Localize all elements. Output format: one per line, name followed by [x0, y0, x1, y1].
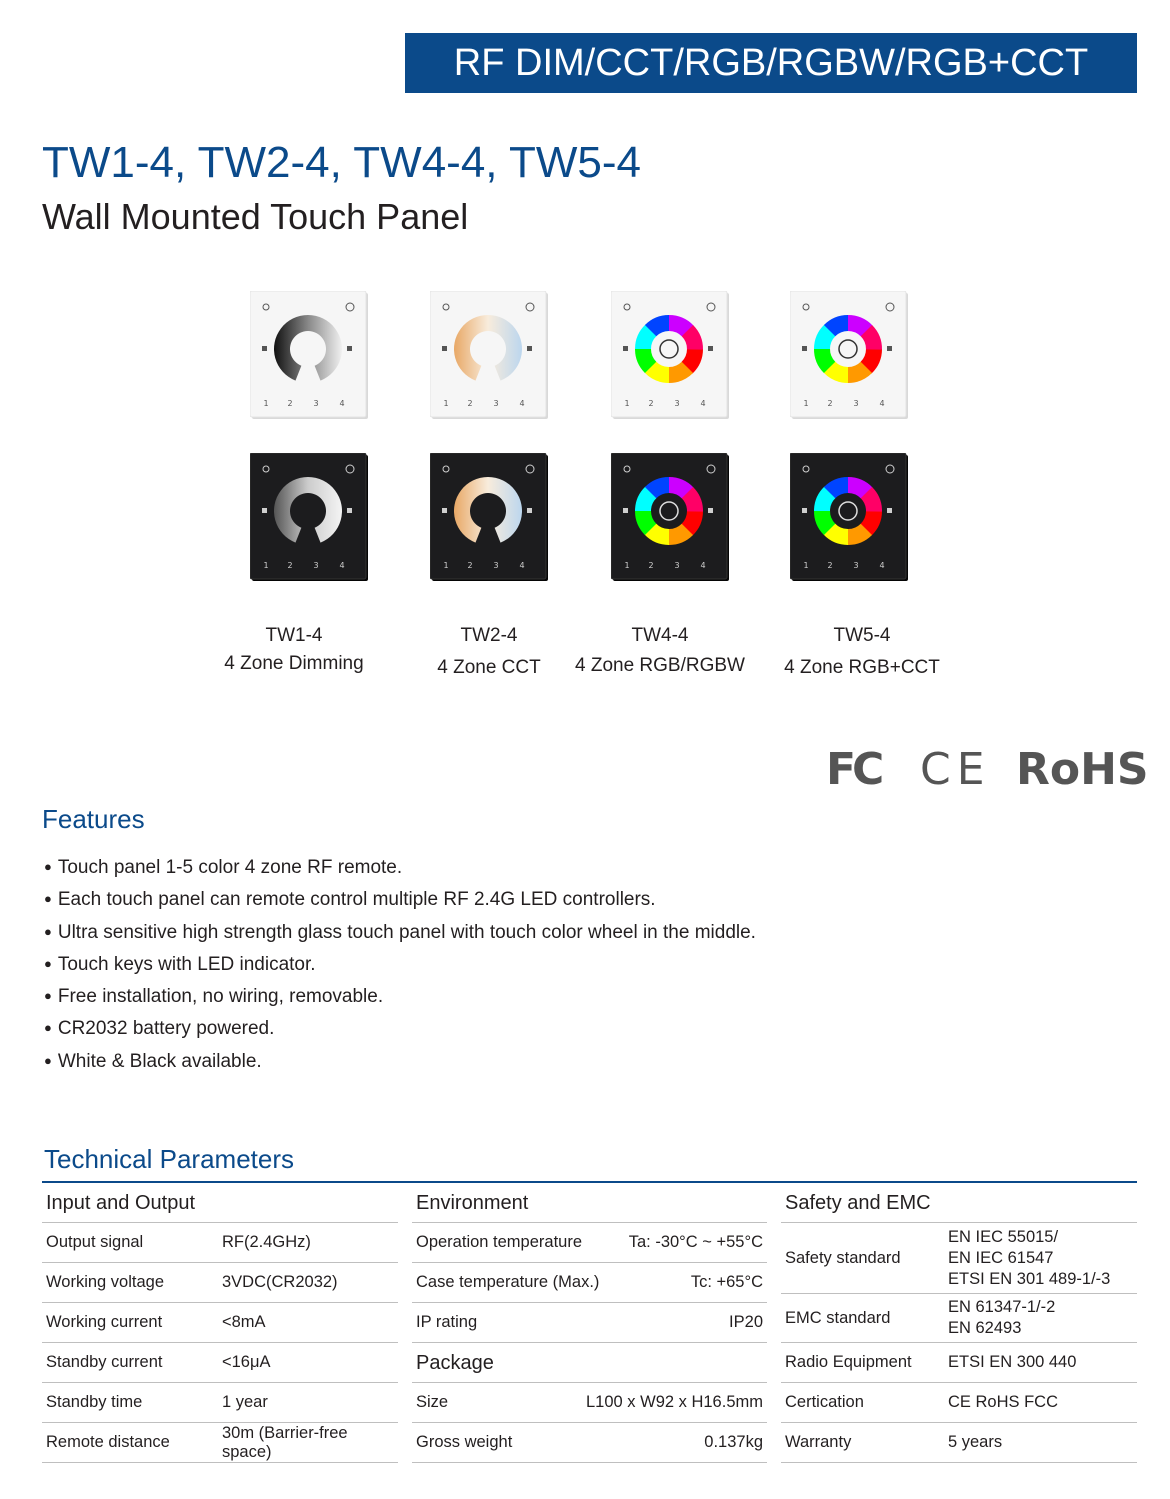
param-value: IP20 — [729, 1313, 763, 1331]
table-row — [42, 1383, 398, 1423]
zone-key-label: 4 — [339, 399, 345, 408]
table-row — [412, 1383, 767, 1423]
touch-panel-black-tw1-4 — [250, 453, 372, 585]
param-name: Size — [416, 1393, 449, 1411]
touch-panel-white-tw1-4 — [250, 291, 372, 423]
param-name: Certication — [785, 1393, 864, 1411]
zone-key-label: 4 — [700, 399, 706, 408]
environment-table — [412, 1183, 767, 1463]
caption-model: TW4-4 — [631, 625, 689, 646]
param-name: Radio Equipment — [785, 1353, 912, 1371]
table-row — [42, 1303, 398, 1343]
value-line: EN 62493 — [948, 1319, 1022, 1337]
feature-item: ● Ultra sensitive high strength glass touch panel with touch color wheel in the middle. — [44, 920, 756, 952]
zone-key-label: 1 — [443, 399, 449, 408]
param-value: <16μA — [222, 1353, 271, 1371]
param-value: Tc: +65°C — [690, 1273, 763, 1291]
zone-key-label: 3 — [674, 399, 680, 408]
param-name: Standby time — [46, 1393, 143, 1411]
side-key-icon — [887, 346, 892, 351]
value-line: EN IEC 55015/ — [948, 1227, 1059, 1246]
zone-key-label: 2 — [648, 399, 654, 408]
param-value: L100 x W92 x H16.5mm — [586, 1393, 763, 1411]
zone-key-label: 1 — [803, 561, 809, 570]
fcc-logo: FC — [826, 744, 881, 795]
zone-key-label: 1 — [263, 399, 269, 408]
param-value: Ta: -30°C ~ +55°C — [628, 1233, 763, 1251]
package-group-title: Package — [412, 1343, 767, 1383]
side-key-icon — [623, 346, 628, 351]
zone-key-label: 3 — [313, 561, 319, 570]
param-name: Working voltage — [46, 1273, 165, 1291]
group-title: Input and Output — [42, 1183, 398, 1223]
zone-key-label: 2 — [467, 399, 473, 408]
zone-key-label: 3 — [313, 399, 319, 408]
zone-key-label: 2 — [287, 561, 293, 570]
caption-desc: 4 Zone RGB+CCT — [784, 657, 940, 678]
table-row — [412, 1263, 767, 1303]
zone-key-label: 4 — [519, 561, 525, 570]
param-value — [948, 1297, 1133, 1339]
zone-key-label: 2 — [827, 561, 833, 570]
panel-illustration — [430, 291, 552, 423]
table-row — [781, 1294, 1137, 1343]
table-row — [412, 1423, 767, 1463]
table-row — [412, 1303, 767, 1343]
side-key-icon — [442, 508, 447, 513]
param-value: 5 years — [948, 1433, 1003, 1451]
side-key-icon — [708, 346, 713, 351]
param-name: Working current — [46, 1313, 163, 1331]
zone-key-label: 4 — [339, 561, 345, 570]
zone-key-label: 3 — [853, 561, 859, 570]
table-row — [781, 1223, 1137, 1294]
panel-illustration — [790, 291, 912, 423]
side-key-icon — [802, 346, 807, 351]
table-row — [781, 1423, 1137, 1463]
side-key-icon — [527, 508, 532, 513]
product-subtitle: Wall Mounted Touch Panel — [42, 196, 469, 237]
touch-panel-white-tw5-4 — [790, 291, 912, 423]
zone-key-label: 4 — [700, 561, 706, 570]
rohs-logo: RoHS — [1016, 744, 1149, 795]
model-title: TW1-4, TW2-4, TW4-4, TW5-4 — [42, 138, 641, 187]
table-row — [781, 1383, 1137, 1423]
param-name: Standby current — [46, 1353, 163, 1371]
zone-key-label: 3 — [493, 399, 499, 408]
param-value: CE RoHS FCC — [948, 1393, 1059, 1411]
zone-key-label: 3 — [853, 399, 859, 408]
table-row — [42, 1263, 398, 1303]
touch-panel-white-tw2-4 — [430, 291, 552, 423]
category-banner: RF DIM/CCT/RGB/RGBW/RGB+CCT — [405, 33, 1137, 93]
table-row — [42, 1343, 398, 1383]
param-value: 30m (Barrier-free space) — [222, 1423, 348, 1461]
param-name: Safety standard — [785, 1248, 901, 1267]
caption-model: TW5-4 — [833, 625, 891, 646]
side-key-icon — [442, 346, 447, 351]
table-row — [781, 1343, 1137, 1383]
param-name: Gross weight — [416, 1433, 513, 1451]
zone-key-label: 2 — [827, 399, 833, 408]
caption-tw4-4 — [550, 622, 770, 680]
value-line: EN IEC 61547 — [948, 1248, 1054, 1267]
param-value: 0.137kg — [704, 1433, 763, 1451]
zone-key-label: 1 — [803, 399, 809, 408]
side-key-icon — [802, 508, 807, 513]
param-name: Case temperature (Max.) — [416, 1273, 600, 1291]
table-row — [412, 1223, 767, 1263]
side-key-icon — [527, 346, 532, 351]
table-row — [42, 1223, 398, 1263]
safety-emc-table — [781, 1183, 1137, 1463]
caption-tw5-4 — [752, 622, 972, 682]
side-key-icon — [347, 508, 352, 513]
feature-item: ● White & Black available. — [44, 1049, 756, 1081]
feature-item: ● Touch keys with LED indicator. — [44, 952, 756, 984]
param-name: Operation temperature — [416, 1233, 583, 1251]
zone-key-label: 4 — [879, 561, 885, 570]
param-value: 1 year — [222, 1393, 268, 1411]
zone-key-label: 2 — [467, 561, 473, 570]
touch-panel-black-tw5-4 — [790, 453, 912, 585]
zone-key-label: 2 — [648, 561, 654, 570]
zone-key-label: 3 — [674, 561, 680, 570]
value-line: EN 61347-1/-2 — [948, 1298, 1056, 1316]
param-value: 3VDC(CR2032) — [222, 1273, 338, 1291]
touch-panel-black-tw2-4 — [430, 453, 552, 585]
value-line: ETSI EN 301 489-1/-3 — [948, 1269, 1111, 1288]
zone-key-label: 1 — [443, 561, 449, 570]
features-list — [44, 855, 756, 1081]
ce-logo: CE — [920, 744, 991, 795]
side-key-icon — [262, 346, 267, 351]
param-name: Remote distance — [46, 1433, 170, 1451]
caption-desc: 4 Zone CCT — [437, 657, 541, 678]
caption-desc: 4 Zone RGB/RGBW — [575, 655, 745, 676]
panel-illustration — [611, 453, 733, 585]
caption-desc: 4 Zone Dimming — [224, 653, 364, 674]
zone-key-label: 1 — [624, 561, 630, 570]
param-name: Output signal — [46, 1233, 144, 1251]
table-row — [42, 1423, 398, 1463]
param-name: IP rating — [416, 1313, 478, 1331]
param-value — [948, 1227, 1133, 1290]
features-heading: Features — [42, 804, 145, 834]
zone-key-label: 1 — [263, 561, 269, 570]
panel-illustration — [250, 291, 372, 423]
feature-item: ● Touch panel 1-5 color 4 zone RF remote. — [44, 855, 756, 887]
caption-model: TW2-4 — [460, 625, 518, 646]
zone-key-label: 3 — [493, 561, 499, 570]
side-key-icon — [887, 508, 892, 513]
feature-item: ● Each touch panel can remote control multiple RF 2.4G LED controllers. — [44, 887, 756, 919]
touch-panel-black-tw4-4 — [611, 453, 733, 585]
param-name: Warranty — [785, 1433, 852, 1451]
panel-illustration — [790, 453, 912, 585]
group-title: Safety and EMC — [781, 1183, 1137, 1223]
side-key-icon — [347, 346, 352, 351]
zone-key-label: 4 — [519, 399, 525, 408]
certification-marks — [826, 744, 1149, 800]
panel-illustration — [250, 453, 372, 585]
technical-heading: Technical Parameters — [44, 1144, 294, 1174]
zone-key-label: 1 — [624, 399, 630, 408]
panel-illustration — [430, 453, 552, 585]
group-title: Environment — [412, 1183, 767, 1223]
input-output-table — [42, 1183, 398, 1463]
feature-item: ● CR2032 battery powered. — [44, 1016, 756, 1048]
param-value: <8mA — [222, 1313, 266, 1331]
caption-model: TW1-4 — [265, 625, 323, 646]
touch-panel-white-tw4-4 — [611, 291, 733, 423]
side-key-icon — [623, 508, 628, 513]
zone-key-label: 2 — [287, 399, 293, 408]
panel-illustration — [611, 291, 733, 423]
zone-key-label: 4 — [879, 399, 885, 408]
param-value: RF(2.4GHz) — [222, 1233, 311, 1251]
feature-item: ● Free installation, no wiring, removable. — [44, 984, 756, 1016]
caption-tw1-4 — [184, 622, 404, 678]
param-name: EMC standard — [785, 1308, 891, 1327]
side-key-icon — [262, 508, 267, 513]
side-key-icon — [708, 508, 713, 513]
param-value: ETSI EN 300 440 — [948, 1353, 1077, 1371]
